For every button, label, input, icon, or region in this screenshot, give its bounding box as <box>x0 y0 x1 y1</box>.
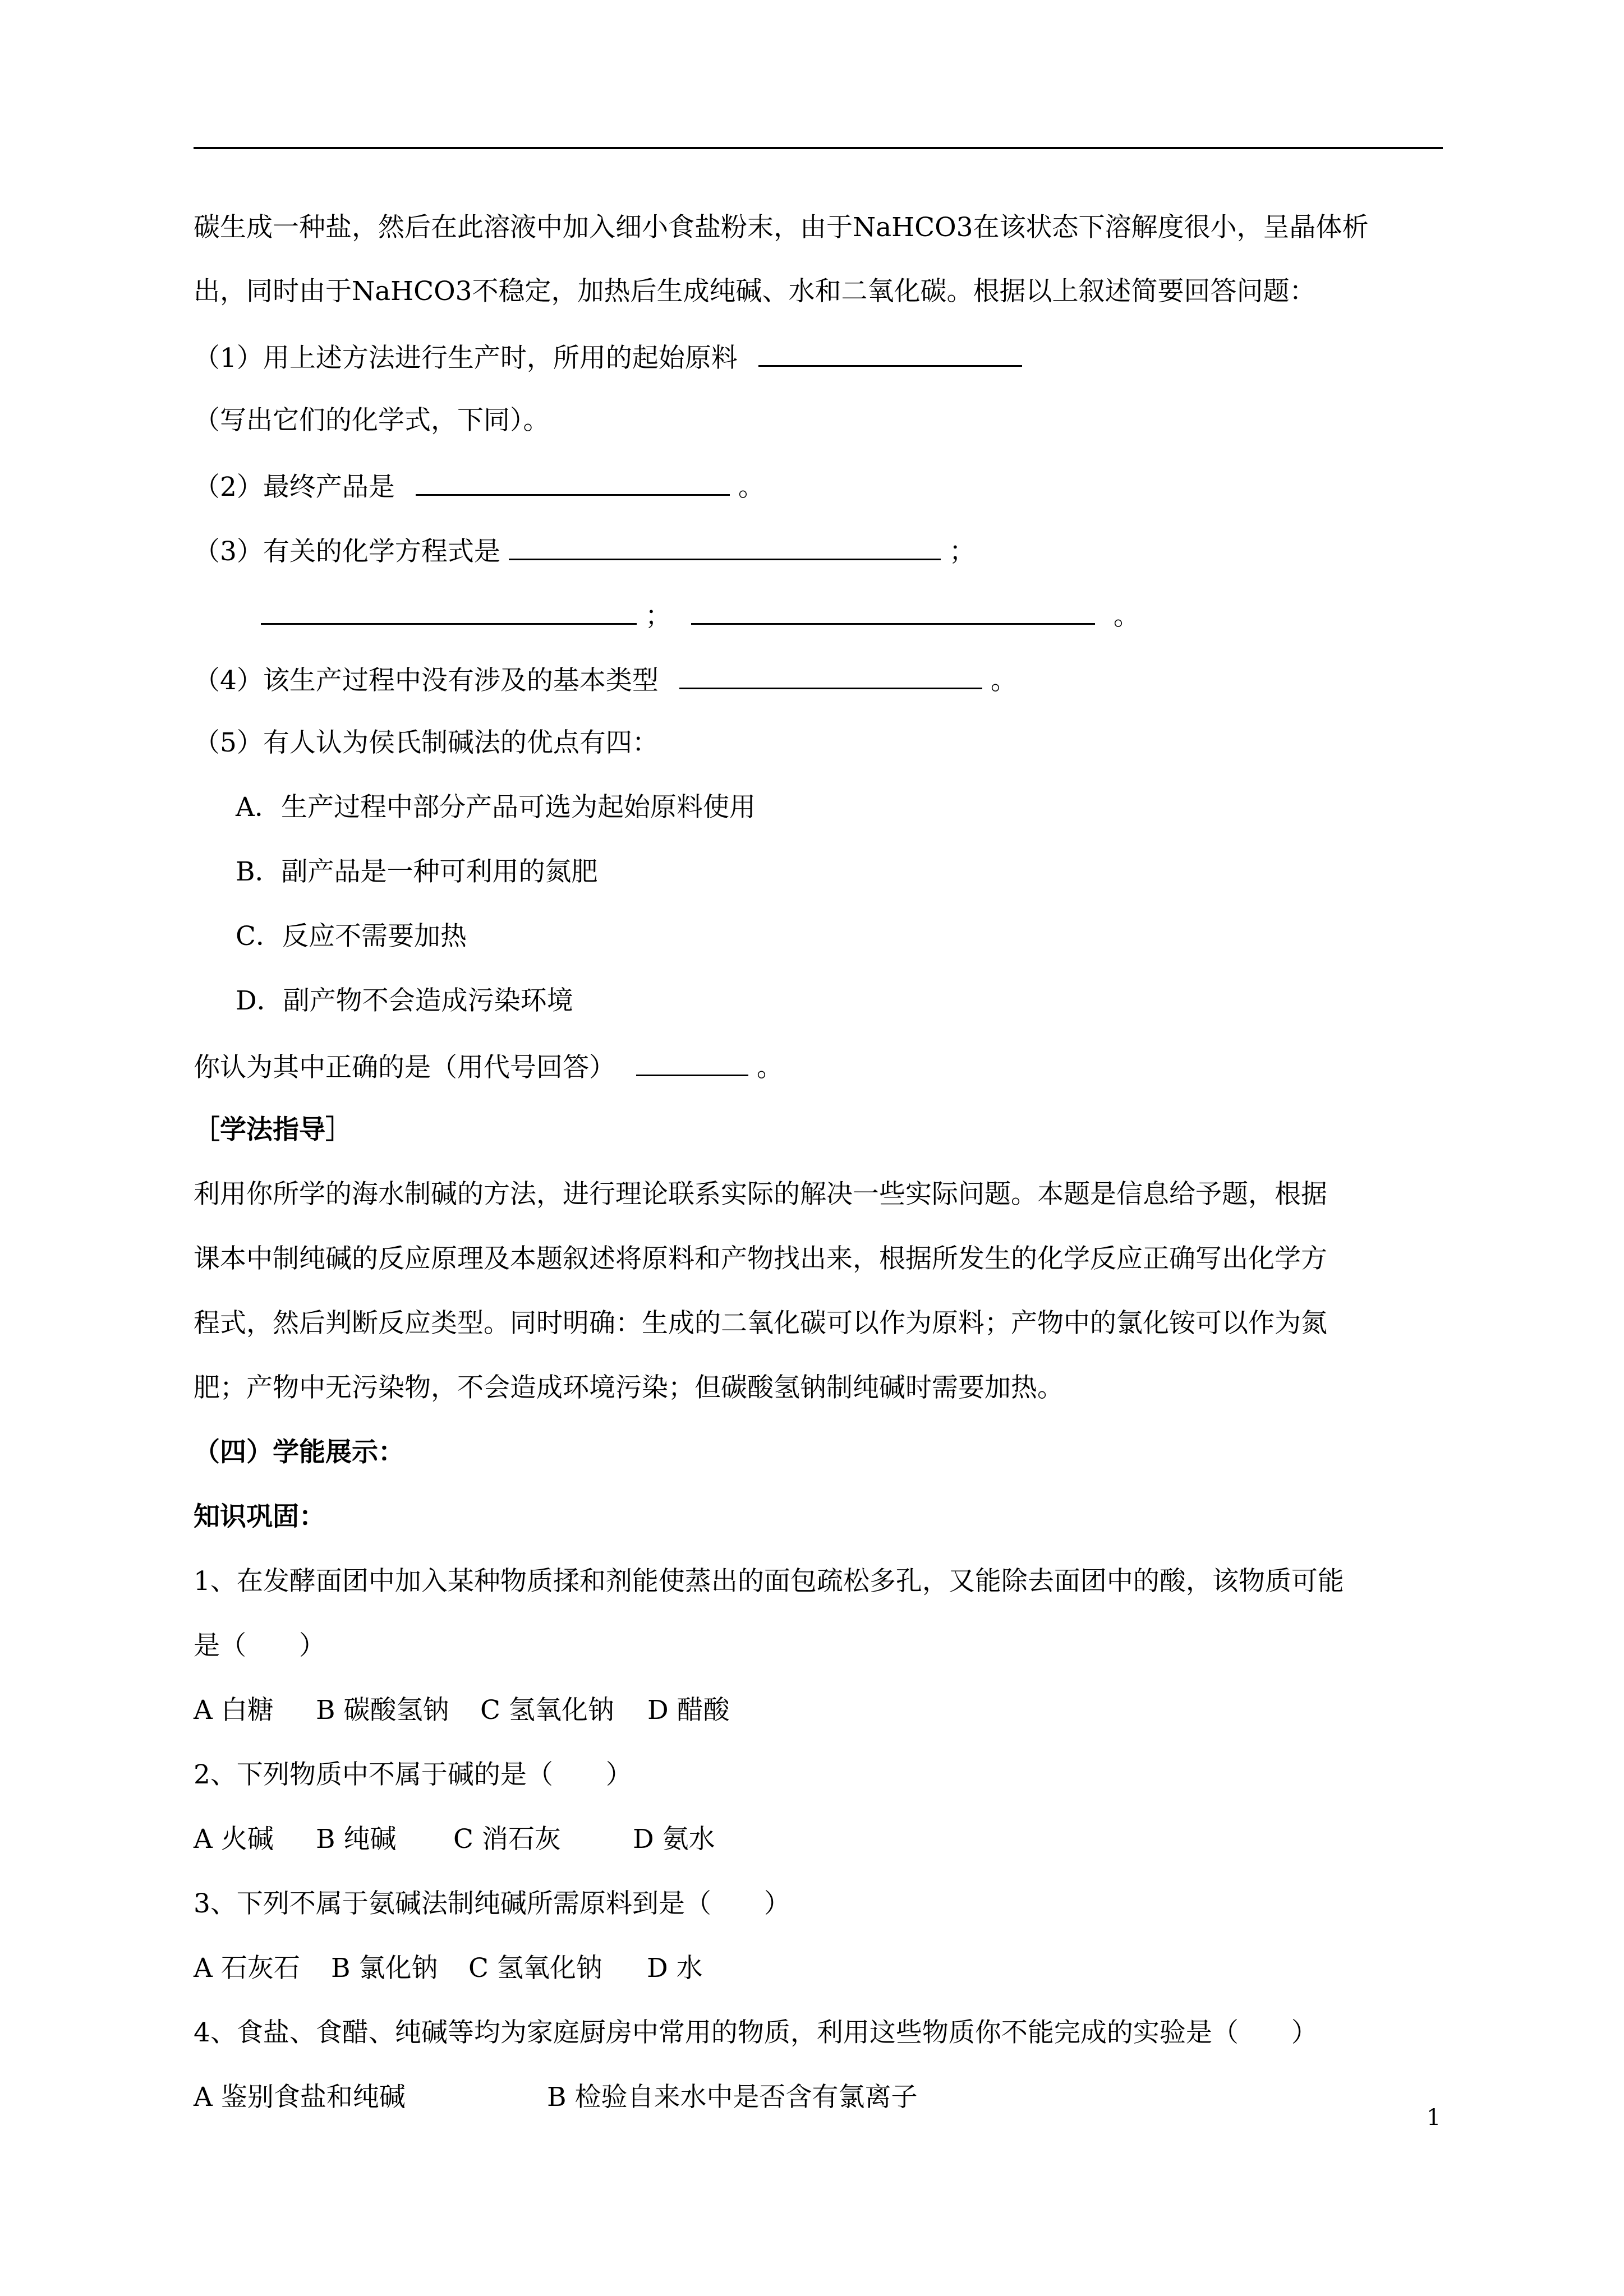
question-5-end: 。 <box>756 1052 783 1083</box>
intro-line-2: 出，同时由于NaHCO3不稳定，加热后生成纯碱、水和二氧化碳。根据以上叙述简要回答问题： <box>194 276 1316 307</box>
question-5-ask-text: 你认为其中正确的是（用代号回答） <box>194 1052 615 1083</box>
exercise-1-option-d: D 醋酸 <box>647 1695 730 1726</box>
exercise-1-option-a: A 白糖 <box>194 1695 274 1726</box>
question-5: （5）有人认为侯氏制碱法的优点有四： <box>194 727 659 758</box>
answer-blank-2 <box>416 468 730 496</box>
exercise-3-option-c: C 氢氧化钠 <box>468 1953 602 1984</box>
question-3-end2: 。 <box>1113 601 1140 631</box>
exercise-2-option-a: A 火碱 <box>194 1824 274 1855</box>
page-number: 1 <box>1427 2105 1441 2131</box>
option-d: D．副产物不会造成污染环境 <box>236 985 573 1016</box>
exercise-1-line-1: 1、在发酵面团中加入某种物质揉和剂能使蒸出的面包疏松多孔，又能除去面团中的酸，该物质可能 <box>194 1566 1344 1597</box>
exercise-1-option-c: C 氢氧化钠 <box>480 1695 614 1726</box>
question-4-text: （4）该生产过程中没有涉及的基本类型 <box>194 665 659 696</box>
answer-blank-1 <box>758 339 1022 367</box>
question-4-end: 。 <box>990 665 1017 696</box>
exercise-4: 4、食盐、食醋、纯碱等均为家庭厨房中常用的物质，利用这些物质你不能完成的实验是（ ） <box>194 2017 1318 2048</box>
exercise-4-options <box>194 2081 917 2114</box>
exercise-2: 2、下列物质中不属于碱的是（ ） <box>194 1759 632 1790</box>
option-b: B．副产品是一种可利用的氮肥 <box>236 856 598 887</box>
question-3-end: ； <box>949 536 976 567</box>
option-c: C．反应不需要加热 <box>236 921 467 952</box>
question-2 <box>194 468 765 504</box>
answer-blank-4 <box>679 662 982 689</box>
guidance-line-4: 肥；产物中无污染物，不会造成环境污染；但碳酸氢钠制纯碱时需要加热。 <box>194 1372 1064 1403</box>
exercise-4-option-b: B 检验自来水中是否含有氯离子 <box>547 2082 918 2113</box>
answer-blank-3b <box>261 597 637 625</box>
guidance-line-1: 利用你所学的海水制碱的方法，进行理论联系实际的解决一些实际问题。本题是信息给予题，根据 <box>194 1179 1327 1210</box>
exercise-3: 3、下列不属于氨碱法制纯碱所需原料到是（ ） <box>194 1888 790 1919</box>
question-1 <box>194 339 1022 375</box>
question-5-ask <box>194 1049 783 1085</box>
answer-blank-3a <box>509 533 941 560</box>
question-3-text: （3）有关的化学方程式是 <box>194 536 500 567</box>
exercise-4-option-a: A 鉴别食盐和纯碱 <box>194 2082 406 2113</box>
exercise-3-option-b: B 氯化钠 <box>331 1953 438 1984</box>
question-1-note: （写出它们的化学式，下同）。 <box>194 405 550 436</box>
exercise-3-option-a: A 石灰石 <box>194 1953 300 1984</box>
question-3 <box>194 533 976 569</box>
exercise-1-line-2: 是（ ） <box>194 1630 325 1661</box>
question-3-mid: ； <box>645 601 671 631</box>
guidance-line-3: 程式，然后判断反应类型。同时明确：生成的二氧化碳可以作为原料；产物中的氯化铵可以作为氮 <box>194 1308 1327 1339</box>
exercise-2-option-c: C 消石灰 <box>453 1824 561 1855</box>
exercise-2-options <box>194 1823 715 1856</box>
answer-blank-5 <box>636 1049 748 1076</box>
question-3-continued <box>261 597 1140 633</box>
exercise-2-option-d: D 氨水 <box>633 1824 715 1855</box>
question-2-end: 。 <box>738 472 765 502</box>
intro-line-1: 碳生成一种盐，然后在此溶液中加入细小食盐粉末，由于NaHCO3在该状态下溶解度很小，呈晶体析 <box>194 212 1369 243</box>
guidance-line-2: 课本中制纯碱的反应原理及本题叙述将原料和产物找出来，根据所发生的化学反应正确写出化学方 <box>194 1243 1327 1274</box>
exercise-3-option-d: D 水 <box>647 1953 703 1984</box>
question-4 <box>194 662 1017 698</box>
exercise-1-option-b: B 碳酸氢钠 <box>316 1695 449 1726</box>
exercise-3-options <box>194 1952 703 1985</box>
exercise-2-option-b: B 纯碱 <box>316 1824 397 1855</box>
guidance-heading: ［学法指导］ <box>194 1114 352 1145</box>
question-1-text: （1）用上述方法进行生产时，所用的起始原料 <box>194 343 738 374</box>
option-a: A．生产过程中部分产品可选为起始原料使用 <box>236 792 756 823</box>
question-2-text: （2）最终产品是 <box>194 472 395 502</box>
exercise-1-options <box>194 1694 730 1727</box>
section-4-heading: （四）学能展示： <box>194 1437 404 1468</box>
header-rule <box>194 147 1443 149</box>
knowledge-heading: 知识巩固： <box>194 1501 325 1532</box>
answer-blank-3c <box>691 597 1095 625</box>
